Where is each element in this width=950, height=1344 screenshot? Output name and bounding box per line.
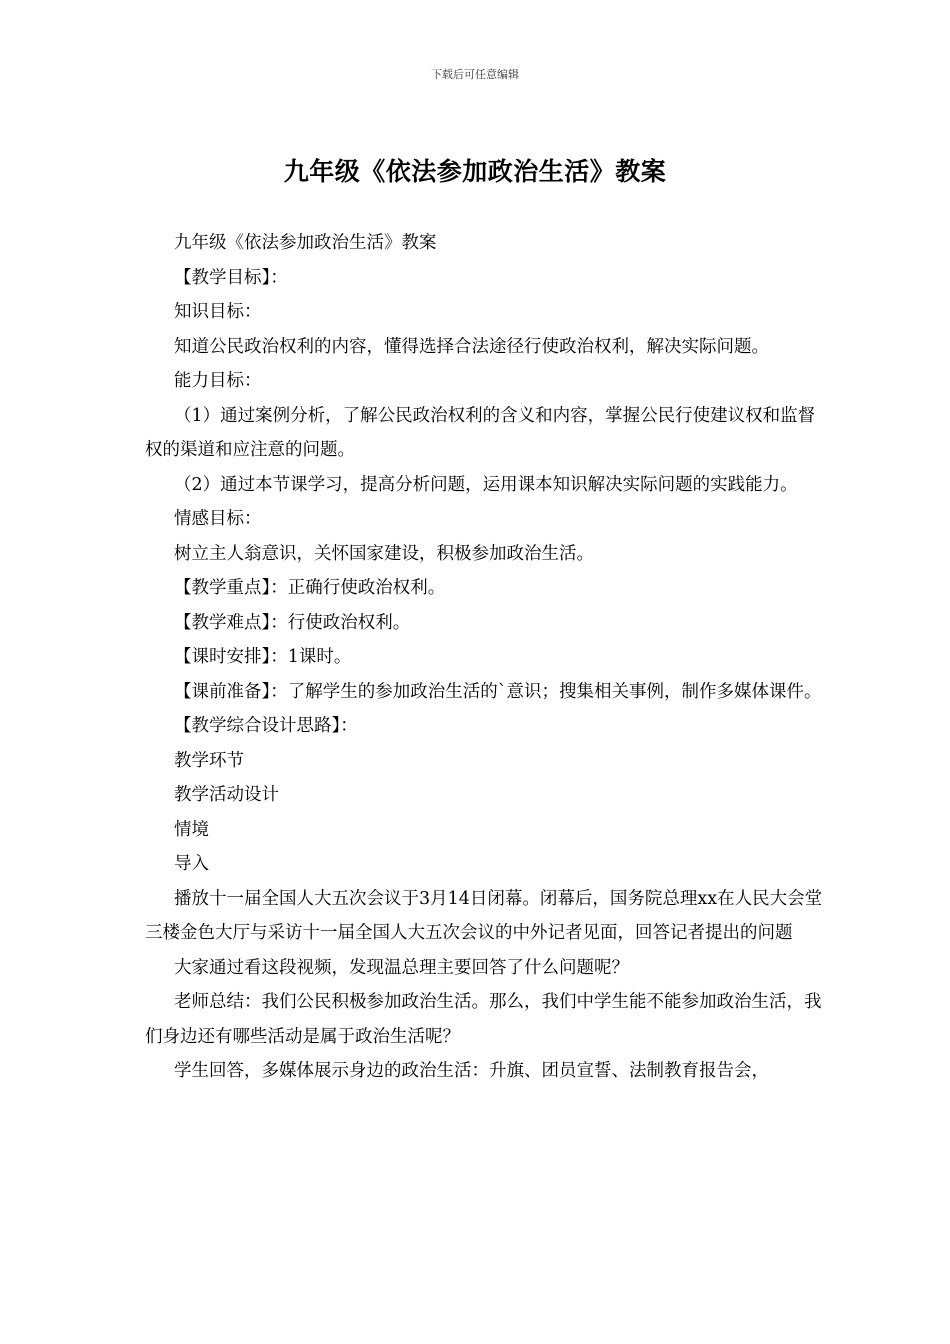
paragraph: 【教学目标】： bbox=[174, 267, 288, 288]
paragraph: 教学环节 bbox=[174, 750, 244, 771]
paragraph: 情感目标： bbox=[174, 509, 262, 529]
paragraph: 【课时安排】：1课时。 bbox=[174, 647, 352, 667]
paragraph: 知识目标： bbox=[174, 302, 262, 322]
paragraph: （2）通过本节课学习，提高分析问题，运用课本知识解决实际问题的实践能力。 bbox=[174, 474, 798, 495]
paragraph: 【课前准备】：了解学生的参加政治生活的`意识；搜集相关事例，制作多媒体课件。 bbox=[174, 681, 822, 702]
paragraph: 九年级《依法参加政治生活》教案 bbox=[174, 233, 437, 253]
paragraph: 导入 bbox=[174, 854, 209, 874]
paragraph: 教学活动设计 bbox=[174, 785, 279, 805]
paragraph: 【教学难点】：行使政治权利。 bbox=[174, 612, 411, 633]
paragraph: 树立主人翁意识，关怀国家建设，积极参加政治生活。 bbox=[174, 543, 594, 564]
paragraph: 能力目标： bbox=[174, 371, 262, 391]
paragraph: 学生回答，多媒体展示身边的政治生活：升旗、团员宣誓、法制教育报告会， bbox=[174, 1061, 769, 1081]
paragraph: （1）通过案例分析，了解公民政治权利的含义和内容，掌握公民行使建议权和监督权的渠道和应注意的问题。 bbox=[145, 405, 816, 460]
document-title: 九年级《依法参加政治生活》教案 bbox=[283, 157, 667, 186]
paragraph: 老师总结：我们公民积极参加政治生活。那么，我们中学生能不能参加政治生活，我们身边还有哪些活动是属于政治生活呢？ bbox=[145, 992, 822, 1047]
header-note: 下载后可任意编辑 bbox=[431, 68, 519, 81]
paragraph: 播放十一届全国人大五次会议于3月14日闭幕。闭幕后，国务院总理xx在人民大会堂三楼金色大厅与采访十一届全国人大五次会议的中外记者见面，回答记者提出的问题 bbox=[145, 888, 823, 943]
document-body bbox=[145, 226, 825, 1089]
paragraph: 情境 bbox=[174, 819, 209, 840]
paragraph: 知道公民政治权利的内容，懂得选择合法途径行使政治权利，解决实际问题。 bbox=[174, 336, 769, 357]
paragraph: 【教学重点】：正确行使政治权利。 bbox=[174, 578, 446, 598]
paragraph: 【教学综合设计思路】： bbox=[174, 716, 358, 736]
paragraph: 大家通过看这段视频，发现温总理主要回答了什么问题呢？ bbox=[174, 957, 629, 978]
